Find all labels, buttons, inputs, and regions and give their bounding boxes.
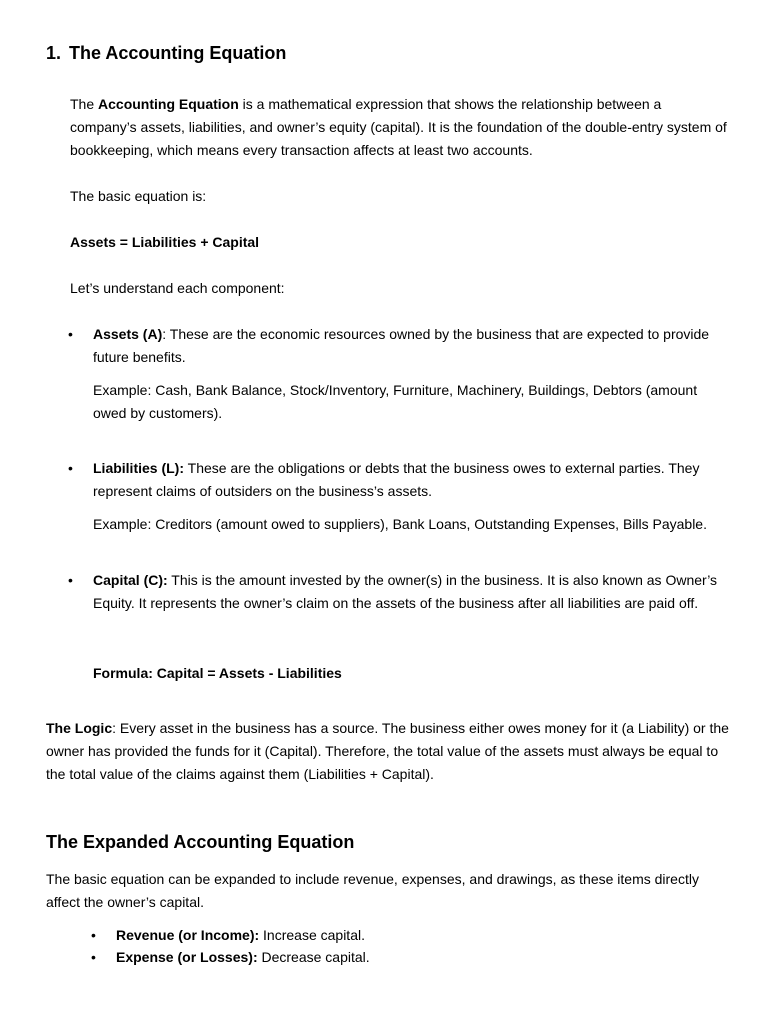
component-capital [93, 569, 728, 615]
component-desc: : These are the economic resources owned by the business that are expected to provide future benefits. [93, 326, 710, 365]
capital-formula-text: Formula: Capital = Assets - Liabilities [93, 665, 342, 681]
intro-pre: The [70, 96, 99, 112]
basic-equation-label: The basic equation is: [70, 188, 207, 204]
liabilities-example: Example: Creditors (amount owed to suppliers), Bank Loans, Outstanding Expenses, Bills Payable. [93, 516, 707, 532]
logic-bold: The Logic [46, 720, 113, 736]
section-heading [46, 41, 286, 65]
expanded-heading: The Expanded Accounting Equation [46, 832, 355, 852]
bullet-icon: • [68, 460, 73, 476]
expanded-item-expense [116, 946, 728, 969]
component-term: Assets (A) [93, 326, 163, 342]
component-assets [93, 323, 728, 369]
intro-post: is a mathematical expression that shows the relationship between a company’s assets, liabilities, and owner’s equity (capital). It is the foundation of the double-entry system of bookkeeping, which means every transaction affects at least two accounts. [70, 96, 727, 158]
bullet-icon: • [68, 572, 73, 588]
logic-paragraph [46, 717, 730, 786]
expanded-item-term: Revenue (or Income): [116, 927, 260, 943]
expanded-item-desc: Increase capital. [259, 927, 365, 943]
section-title: The Accounting Equation [69, 43, 287, 63]
expanded-item-desc: Decrease capital. [257, 949, 370, 965]
basic-equation-text: Assets = Liabilities + Capital [70, 234, 260, 250]
component-desc: These are the obligations or debts that the business owes to external parties. They represent claims of outsiders on the business’s assets. [93, 460, 700, 499]
logic-text: : Every asset in the business has a source. The business either owes money for it (a Liability) or the owner has provided the funds for it (Capital). Therefore, the total value of the assets must always be equal to the total value of the claims against them (Liabilities + Capital). [46, 720, 729, 782]
assets-example: Example: Cash, Bank Balance, Stock/Inventory, Furniture, Machinery, Buildings, Debtors (amount owed by customers). [93, 382, 698, 421]
intro-paragraph [70, 93, 730, 162]
expanded-intro: The basic equation can be expanded to include revenue, expenses, and drawings, as these items directly affect the owner’s capital. [46, 871, 699, 910]
basic-equation [70, 231, 730, 254]
component-liabilities [93, 457, 728, 503]
section-number: 1. [46, 43, 62, 63]
expanded-item-revenue [116, 924, 728, 947]
intro-bold-term: Accounting Equation [98, 96, 239, 112]
understand-label: Let’s understand each component: [70, 280, 285, 296]
bullet-icon: • [91, 949, 96, 965]
component-desc: This is the amount invested by the owner(s) in the business. It is also known as Owner’s Equity. It represents the owner’s claim on the assets of the business after all liabilities are paid off. [93, 572, 718, 611]
bullet-icon: • [91, 927, 96, 943]
capital-formula [93, 662, 728, 685]
expanded-item-term: Expense (or Losses): [116, 949, 258, 965]
component-term: Liabilities (L): [93, 460, 184, 476]
bullet-icon: • [68, 326, 73, 342]
component-term: Capital (C): [93, 572, 168, 588]
